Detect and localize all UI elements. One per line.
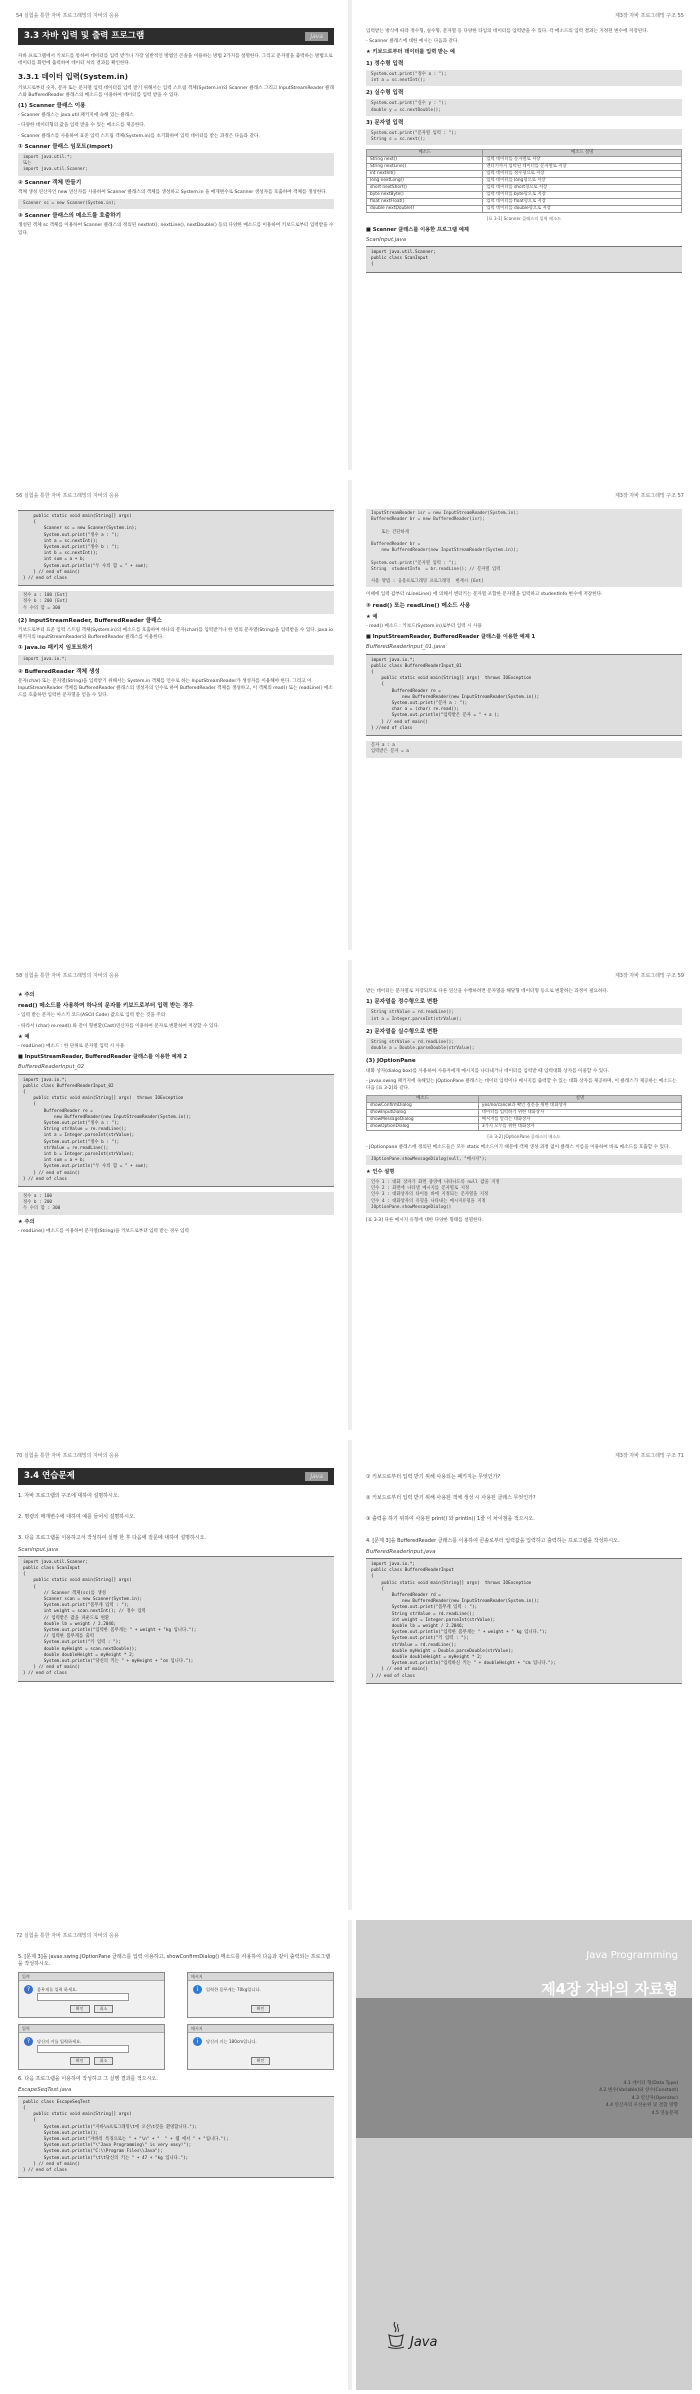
page-header: 54 실험을 통한 자바 프로그래밍의 자바의 응용 — [16, 13, 119, 19]
code-box: System.out.print("정수 a : "); int a = sc.nextInt(); — [366, 70, 682, 86]
input-dialog — [18, 2024, 165, 2070]
bullet: - readLine() 메소드 : 한 단위로 문자열 입력 시 사용 — [18, 1044, 125, 1050]
dialog-title: 메시지 — [188, 2025, 333, 2033]
sub-question: ③ 출력을 하기 위하여 사용된 print() 와 println() 1줄 이 차이점을 적으시오. — [366, 1516, 535, 1523]
page-54 — [8, 0, 344, 470]
bullet: - Scanner 클래스를 사용하여 표준 입력 스트림 객체(System.in)를 초기화하여 입력 데이터를 받는 과정은 다음과 같다. — [18, 133, 260, 139]
table-row — [367, 1103, 682, 1110]
table-cell: 입력 데이터를 byte형으로 저장 — [483, 192, 682, 199]
page-content — [18, 1948, 334, 2382]
exercise: 2. 명령의 매개변수에 대하여 예를 들어서 설명하시오. — [18, 1514, 136, 1521]
result-box: 정수 a : 100 정수 b : 200 두 수의 합 : 300 — [18, 1192, 334, 1215]
chapter-toc — [599, 2080, 678, 2117]
table-row — [367, 1124, 682, 1131]
bullet-text: Scanner 클래스는 java.util 패키지에 속해 있는 클래스 — [21, 113, 134, 119]
warning-heading: ★ 주의 — [18, 992, 35, 998]
cover-subtitle: Java Programming — [586, 1950, 678, 1961]
cover-background — [356, 1920, 692, 2390]
code-listing: import java.io.*; public class BufferedReaderInput_01 { public static void main(String[] args) throws IOException { BufferedReader re = new BufferedReader(new InputStreamReader(System.in)); System.out.print("문자 a : "); char a = (char) re.read(); System.out.println("입력받은 문자 = " + a ); } // end of main() } //end of class — [366, 654, 682, 736]
page-content — [18, 1468, 334, 1902]
page-59 — [356, 960, 692, 1430]
spread-1 — [0, 0, 700, 470]
example-heading: ■ InputStreamReader, BufferedReader 클래스를 이용한 예제 1 — [366, 634, 536, 641]
bullet: - read() 메소드 : 키보드(System.in)로부터 입력 시 사용 — [366, 624, 482, 630]
page-71 — [356, 1440, 692, 1910]
dialog-message: 입력한 몸무게는 70kg입니다. — [206, 1987, 261, 1993]
dialog-buttons — [19, 2057, 164, 2065]
step-heading: ① Scanner 클래스 임포트(import) — [18, 143, 113, 150]
page-58 — [8, 960, 344, 1430]
paragraph: 키보드로부터 표준 입력 스트림 객체(System.in)의 메소드를 호출하여 하나의 문자(char)를 입력받거나 한 번의 문자열(String)을 입력받을 수 있다. java.io 패키지의 InputStreamReader와 BufferedReader 클래스를 이용한다. — [18, 628, 333, 641]
example-heading: ★ 키보드로부터 데이터를 입력 받는 예 — [366, 49, 455, 56]
spread-3 — [0, 960, 700, 1430]
step-heading: 1) 문자열을 정수형으로 변환 — [366, 999, 438, 1006]
heading: (2) InputStreamReader, BufferedReader 클래스 — [18, 617, 162, 624]
result-box: 문자 a : a 입력받은 문자 = a — [366, 741, 682, 757]
table-cell: short nextShort() — [367, 185, 483, 192]
message-dialog — [187, 1972, 334, 2018]
bullet: - JOptionpane 클래스에 정의된 메소드들은 모두 static 메소드이기 때문에 객체 생성 과정 없이 클래스 이름을 이용하여 바로 메소드를 호출할 수 있다. — [366, 1145, 670, 1151]
table-cell: 입력 데이터를 정수형으로 저장 — [483, 171, 682, 178]
table-row — [367, 1110, 682, 1117]
java-tag: Java — [305, 32, 328, 41]
page-content — [18, 988, 334, 1422]
table-header: 메소드 설명 — [483, 150, 682, 157]
code-listing: import java.io.*; public class BufferedReaderInput { public static void main(String[] args) throws IOException { BufferedReader rd = new BufferedReader(new InputStreamReader(System.in)); System.out.print("몸무게 입력 : "); String strValue = rd.readLine(); int weight = Integer.parseInt(strValue); double lb = weight / 2.2046; System.out.println("입력한 몸무게는 " + weight + " kg 입니다."); System.out.print("키 입력 : "); strValue = rd.readLine(); double myHeight = Double.parseDouble(strValue); double doubleHeight = myHeight * 2; System.out.println("입력하신 키는 " + doubleHeight + "cm 입니다."); } // end of main() } // end of class — [366, 1558, 682, 1684]
dialog-title: 메시지 — [188, 1973, 333, 1981]
example-heading: ★ 예 — [18, 1033, 30, 1040]
page-gutter — [348, 0, 352, 470]
exercise: 1. 자바 프로그램의 구조에 대하여 설명하시오. — [18, 1493, 120, 1499]
paragraph: 이때에 입력 값부터 nLineLine() 에 의해서 엔터키는 문자열 포함한 문자열을 입력하고 studentInfo 변수에 저장한다. — [366, 592, 603, 598]
example-heading: ★ 예 — [366, 613, 378, 620]
code-listing: import java.util.Scanner; public class ScanInput { public static void main(String[] args) { // Scanner 객체(sc)를 생성 Scanner scan = new Scanner(System.in); System.out.print("몸무게 입력 : "); int weight = scan.nextInt(); // 정수 입력 // 입력받은 값을 파운드로 변환 double lb = weight / 2.2046; System.out.println("입력한 몸무게는 " + weight + "kg 입니다."); // 입력한 몸무게를 출력 System.out.print("키 입력 : "); double myHeight = scan.nextDouble(); double doubleHeight = myHeight * 2; System.out.println("당신의 키는 " + myHeight + "cm 입니다."); } // end of main() } // end of class — [18, 1556, 334, 1682]
step-heading: 1) 정수형 입력 — [366, 60, 404, 67]
file-name: BufferedReaderInput.java — [366, 1548, 436, 1555]
exercise: 3. 다음 프로그램을 이용하고서 작성하여 실행 한 후 다음에 질문에 대하여 설명하시오. — [18, 1535, 207, 1542]
step-heading: ③ Scanner 클래스의 메소드를 호출하기 — [18, 213, 122, 220]
dialog-buttons — [188, 2005, 333, 2013]
table-cell: double nextDouble() — [367, 206, 483, 213]
table-cell: int nextInt() — [367, 171, 483, 178]
page-header: 제3장 자바 프로그래밍 구조 59 — [614, 973, 684, 979]
section-title: 3.4 연습문제 — [24, 1470, 75, 1481]
table-cell: 3가지 모두를 위한 대화상자 — [478, 1124, 681, 1131]
dialog-message: 당신의 키를 입력하세요. — [37, 2039, 82, 2045]
coffee-cup-icon — [386, 2320, 406, 2350]
step-heading: 2) 문자열을 실수형으로 변환 — [366, 1028, 438, 1035]
section-title-bar — [18, 28, 334, 45]
table-cell: showInputDialog — [367, 1110, 479, 1117]
exercise: 4. [문제 3]을 BufferedReader 클래스를 이용하여 콘솔로부터 입력값을 입력하고 출력하는 프로그램을 작성하시오. — [366, 1537, 620, 1544]
table-header: 메소드 — [367, 150, 483, 157]
code-listing: import java.util.Scanner; public class ScanInput { — [366, 246, 682, 273]
table-caption: [표 3-1] Scanner 클래스의 입력 메소드 — [486, 216, 562, 222]
bullet-text: readLine() 메소드 : 한 단위로 문자열 입력 시 사용 — [21, 1044, 125, 1050]
paragraph: 생성된 객체 sc 객체를 이용하여 Scanner 클래스의 정의된 nextInt(), nextLine(), nextDouble() 등의 다양한 메소드를 이용하여 키보드로부터 입력받을 수 있다. — [18, 223, 334, 236]
table-header: 메소드 — [367, 1096, 479, 1103]
toc-item: 4.3 연산자(Operator) — [631, 2095, 678, 2101]
table-cell: byte nextByte() — [367, 192, 483, 199]
step-heading: ① java.io 패키지 임포트하기 — [18, 645, 93, 652]
code-box: Scanner sc = new Scanner(System.in); — [18, 199, 334, 209]
joptionpane-method-table — [366, 1095, 682, 1131]
bullet-text: javax.swing 패키지에 속해있는 JOptionPane 클래스는 데이터 입력이나 메시지를 출력할 수 있는 대화 상자를 제공하며, 이 클래스가 제공하는 메소드는 다음 [표 3-2]와 같다. — [366, 1078, 677, 1092]
toc-item: 4.4 연산자의 우선순위 및 결합 방향 — [605, 2103, 678, 2109]
step-heading: 3) 문자열 입력 — [366, 119, 404, 126]
dialog-message: 몸무게를 입력 하세요. — [37, 1987, 78, 1993]
page-72 — [8, 1920, 344, 2390]
page-content — [18, 28, 334, 462]
section-title: 3.3 자바 입력 및 출력 프로그램 — [24, 30, 145, 41]
table-cell: yes/no/cancel과 확인 질문을 위한 대화상자 — [478, 1103, 681, 1110]
file-name: EscapeSeqTest.java — [18, 2086, 72, 2093]
code-listing: public static void main(String[] args) { Scanner sc = new Scanner(System.in); System.out.print("정수 a : "); int a = sc.nextInt(); System.out.print("정수 b : "); int b = sc.nextInt(); int sum = a + b; System.out.println("두 수의 합 = " + sum); } // end of main() } // end of class — [18, 510, 334, 586]
message-dialog — [187, 2024, 334, 2070]
page-header: 72 실험을 통한 자바 프로그래밍의 자바의 응용 — [16, 1933, 119, 1939]
code-box: InputStreamReader isr = new InputStreamReader(System.in); BufferedReader br = new BufferedReader(isr); 또는 간단하게 BufferedReader br = new BufferedReader(new InputStreamReader(System.in)); System.out.print("문자열 입력 : "); String studentInfo = br.readLine(); // 문자열 입력 사용 방법 : 응용프로그래밍 프로그래밍 현재시 [Ent] — [366, 509, 682, 587]
warning-heading: ★ 주의 — [18, 1218, 35, 1225]
table-cell: String next() — [367, 157, 483, 164]
page-gutter — [348, 1440, 352, 1910]
dialog-row — [18, 1972, 334, 2018]
spread-2 — [0, 480, 700, 950]
paragraph: 문자(char) 또는 문자열(String)을 입력받기 위해서는 System.in 객체를 인수로 하는 InputStreamReader가 생성자를 이용해야 한다. 그리고 이 InputStreamReader 객체를 BufferedReader 클래스의 생성자의 인수로 하여 BufferedReader 객체를 생성하고, 이 객체의 read() 또는 readLine() 메소드를 호출하면 입력한 문자열을 얻을 수 있다. — [18, 679, 333, 699]
bullet-text: 입력 받는 문자는 아스키 코드(ASCII Code) 값으로 입력 받는 것을 주의 — [21, 1013, 166, 1019]
heading: (3) JOptionPane — [366, 1058, 416, 1065]
table-cell: showMessageDialog — [367, 1117, 479, 1124]
cancel-button[interactable]: 취소 — [94, 2005, 114, 2013]
paragraph: 대화 상자(dialog box)를 사용하여 사용자에게 메시지를 나타내거나 데이터를 입력받 때 입력대화 상자를 이용할 수 있다. — [366, 1068, 610, 1074]
example-heading: ■ Scanner 클래스를 이용한 프로그램 예제 — [366, 226, 469, 233]
page-content — [366, 1468, 682, 1902]
table-cell: String nextLine() — [367, 164, 483, 171]
table-header-row — [367, 1096, 682, 1103]
step-heading: 2) 실수형 입력 — [366, 90, 404, 97]
code-box: System.out.print("실수 y : "); double y = sc.nextDouble(); — [366, 99, 682, 115]
bullet: - readLine() 메소드를 이용하여 문자열(String)을 키보드로부터 입력 받는 경우 입력 — [18, 1228, 189, 1234]
question-icon: ? — [24, 2037, 33, 2046]
page-70 — [8, 1440, 344, 1910]
table-cell: 입력 데이터를 short형으로 저장 — [483, 185, 682, 192]
table-row — [367, 157, 682, 164]
table-row — [367, 171, 682, 178]
paragraph: 받는 데이터는 문자열로 저장되므로 다른 연산을 수행하려면 문자열을 해당형 데이터형 등으로 변환하는 과정이 필요하다. — [366, 989, 609, 994]
info-icon: i — [193, 2037, 202, 2046]
bullet: - Scanner 클래스에 대한 예시는 다음과 같다. — [366, 39, 459, 45]
cancel-button[interactable]: 취소 — [94, 2057, 114, 2065]
page-header: 70 실험을 통한 자바 프로그래밍의 자바의 응용 — [16, 1453, 119, 1459]
dialog-input[interactable] — [37, 2045, 129, 2053]
file-name: BufferedReaderInput_01.java — [366, 644, 446, 651]
bullet: - Scanner 클래스는 java.util 패키지에 속해 있는 클래스 — [18, 113, 134, 119]
toc-item: 4.1 데이터 형(Data Type) — [623, 2081, 678, 2086]
table-cell: 입력 데이터를 문자열로 저장 — [483, 157, 682, 164]
code-box: String strValue = rd.readLine(); double a = Double.parseDouble(strValue); — [366, 1038, 682, 1054]
intro-paragraph: 자바 프로그램에서 키보드를 통하여 데이터를 입력 받거나 가장 일반적인 방법인 콘솔을 이용하는 방법 2가지를 설명한다. 그리고 문자열을 출력하는 방법으로 데이터를 화면에 출력하여 데이터 처리 결과를 확인한다. — [18, 54, 333, 67]
java-tag: Java — [305, 1472, 328, 1481]
table-cell: 엔터키까지 입력된 데이터를 문자열로 저장 — [483, 164, 682, 171]
bullet-text: JOptionpane 클래스에 정의된 메소드들은 모두 static 메소드이기 때문에 객체 생성 과정 없이 클래스 이름을 이용하여 바로 메소드를 호출할 수 있다. — [369, 1145, 670, 1151]
table-header-row — [367, 150, 682, 157]
page-header: 제3장 자바 프로그래밍 구조 55 — [614, 13, 684, 19]
code-box: import java.util.*; 또는 import java.util.Scanner; — [18, 153, 334, 176]
warning-title: read() 메소드를 사용하여 하나의 문자를 키보드로부터 입력 받는 경우 — [18, 1003, 194, 1010]
table-cell: 메시지를 알리는 대화상자 — [478, 1117, 681, 1124]
dialog-input[interactable] — [37, 1993, 129, 2001]
code-box: import java.io.*; — [18, 655, 334, 665]
table-cell: 입력 데이터를 float형으로 저장 — [483, 199, 682, 206]
table-row — [367, 178, 682, 185]
bullet-text: 다양한 데이터형의 값을 입력 받을 수 있는 메소드를 제공한다. — [21, 123, 146, 129]
page-header: 58 실험을 통한 자바 프로그래밍의 자바의 응용 — [16, 973, 119, 979]
table-row — [367, 1117, 682, 1124]
bullet-text: read() 메소드 : 키보드(System.in)로부터 입력 시 사용 — [369, 624, 482, 630]
dialog-buttons — [19, 2005, 164, 2013]
exercise: 6. 다음 프로그램을 이용하여 작성하고 그 실행 결과를 적으시오. — [18, 2076, 158, 2083]
chapter-title: 제4장 자바의 자료형 — [541, 1980, 678, 1998]
table-cell: long nextLong() — [367, 178, 483, 185]
step-heading: ② Scanner 객체 만들기 — [18, 179, 82, 186]
bullet-text: readLine() 메소드를 이용하여 문자열(String)을 키보드로부터 입력 받는 경우 입력 — [21, 1228, 189, 1234]
toc-item: 4.2 변수(Variable)와 상수(Constant) — [599, 2088, 678, 2094]
heading: (1) Scanner 클래스 이용 — [18, 103, 86, 110]
page-content — [366, 28, 682, 462]
code-listing: import java.io.*; public class BufferedReaderInput_02 { public static void main(String[] args) throws IOException { BufferedReader re = new BufferedReader(new InputStreamReader(System.in)); System.out.print("정수 a : "); String strValue = re.readLine(); int a = Integer.parseInt(strValue); System.out.print("정수 b : "); strValue = re.readLine(); int b = Integer.parseInt(strValue); int sum = a + b; System.out.println("두 수의 합 = " + sum); } // end of main() } // end of class — [18, 1074, 334, 1187]
table-row — [367, 164, 682, 171]
table-row — [367, 192, 682, 199]
page-gutter — [348, 960, 352, 1430]
java-logo — [386, 2320, 437, 2350]
ok-button[interactable]: 확인 — [70, 2005, 90, 2013]
sub-question: ② 키보드로부터 입력 받기 위해 사용된 객체 생성 시 사용된 클래스 무엇인가? — [366, 1495, 536, 1502]
bullet-text: 따라서 (char) re.read() 와 같이 형변환(Cast)연산자를 이용하여 문자로 변환하여 저장할 수 있다. — [21, 1023, 220, 1029]
page-content — [18, 508, 334, 942]
dialog-title: 입력 — [19, 2025, 164, 2033]
page-gutter — [348, 1920, 352, 2390]
page-header: 제3장 자바 프로그래밍 구조 57 — [614, 493, 684, 499]
code-box: JOptionPane.showMessageDialog(null, "메시지"); — [366, 1155, 682, 1165]
file-name: ScanInput.java — [18, 1546, 59, 1553]
paragraph: 키보드로부터 숫자, 문자 또는 문자열 입력 데이터를 입력 받기 위해서는 입력 스트림 객체(System.in)와 Scanner 클래스 그리고 InputStreamReader 클래스와 BufferedReader 클래스의 메소드를 이용하여 데이터를 입력 받을 수 있다. — [18, 85, 334, 98]
sub-question: ① 키보드로부터 입력 받기 위해 사용되는 패키지는 무엇인가? — [366, 1474, 501, 1480]
dialog-buttons — [188, 2057, 333, 2065]
page-content — [366, 988, 682, 1422]
question-icon: ? — [24, 1985, 33, 1994]
exercise: 5. [문제 3]을 javax.swing.JOptionPane 클래스를 입력 이용하고, showConfirmDialog() 메소드를 사용하여 다음과 같이 출력되는 프로그램을 작성하시오. — [18, 1954, 331, 1968]
bullet: - 입력 받는 문자는 아스키 코드(ASCII Code) 값으로 입력 받는 것을 주의 — [18, 1013, 166, 1019]
ok-button[interactable]: 확인 — [70, 2057, 90, 2065]
paragraph: 입력받는 방식에 따라 정수형, 실수형, 문자열 등 다양한 타입의 데이터를 입력받을 수 있다. 각 메소드의 입력 결과는 지정된 변수에 저장된다. — [366, 29, 649, 34]
table-cell: 입력 데이터를 double형으로 저장 — [483, 206, 682, 213]
input-dialog — [18, 1972, 165, 2018]
bullet-text: Scanner 클래스를 사용하여 표준 입력 스트림 객체(System.in)를 초기화하여 입력 데이터를 받는 과정은 다음과 같다. — [21, 133, 260, 139]
dialog-row — [18, 2024, 334, 2070]
step-heading: ③ read() 또는 readLine() 메소드 사용 — [366, 602, 471, 609]
page-gutter — [348, 480, 352, 950]
result-box: 정수 a : 100 [Ent] 정수 b : 200 [Ent] 두 수의 합 = 300 — [18, 591, 334, 614]
table-cell: showConfirmDialog — [367, 1103, 479, 1110]
page-header: 56 실험을 통한 자바 프로그래밍의 자바의 응용 — [16, 493, 119, 499]
bullet: - 따라서 (char) re.read() 와 같이 형변환(Cast)연산자를 이용하여 문자로 변환하여 저장할 수 있다. — [18, 1023, 220, 1029]
table-cell: float nextFloat() — [367, 199, 483, 206]
ok-button[interactable]: 확인 — [251, 2005, 271, 2013]
dialog-message: 당신의 키는 180cm입니다. — [206, 2039, 257, 2045]
table-caption: [표 3-2] JOptionPane 클래스의 메소드 — [487, 1134, 561, 1140]
table-cell: 입력 데이터를 long형으로 저장 — [483, 178, 682, 185]
table-header: 설명 — [478, 1096, 681, 1103]
bullet: - javax.swing 패키지에 속해있는 JOptionPane 클래스는 데이터 입력이나 메시지를 출력할 수 있는 대화 상자를 제공하며, 이 클래스가 제공하는 메소드는 다음 [표 3-2]와 같다. — [366, 1078, 677, 1092]
ok-button[interactable]: 확인 — [251, 2057, 271, 2065]
chapter-4-cover — [356, 1920, 692, 2390]
java-logo-text: Java — [410, 2335, 438, 2350]
table-cell: showOptionDialog — [367, 1124, 479, 1131]
args-heading: ★ 인수 설명 — [366, 1168, 395, 1175]
paragraph: 객체 생성 연산자인 new 연산자를 사용하여 Scanner 클래스의 객체를 생성하고 System.in 을 매개변수로 Scanner 생성자를 호출하여 객체를 생성한다. — [18, 189, 328, 195]
step-heading: ② BufferedReader 객체 생성 — [18, 668, 100, 675]
toc-item: 4.5 연습문제 — [651, 2110, 678, 2116]
page-content — [366, 508, 682, 942]
args-box: 인수 1 : 대화 상자가 화면 중앙에 나타나도록 null 값을 지정 인수 2 : 화면에 나타낼 메시지를 문자열로 지정 인수 3 : 대화상자의 타이틀 바에 지정되는 문자열을 지정 인수 4 : 대화상자의 유형을 나타내는 메시지유형을 지정 JOptionPane.showMessageDialog() — [366, 1178, 682, 1213]
bullet: - 다양한 데이터형의 값을 입력 받을 수 있는 메소드를 제공한다. — [18, 123, 146, 129]
file-name: ScanInput.java — [366, 236, 407, 243]
code-box: System.out.print("문자열 입력 : "); String s = sc.next(); — [366, 129, 682, 145]
table-row — [367, 199, 682, 206]
spread-4 — [0, 1440, 700, 1910]
dialog-title: 입력 — [19, 1973, 164, 1981]
table-row — [367, 206, 682, 213]
bullet-text: Scanner 클래스에 대한 예시는 다음과 같다. — [369, 39, 459, 45]
page-57 — [356, 480, 692, 950]
info-icon: i — [193, 1985, 202, 1994]
table-cell: 데이터를 입력하기 위한 대화상자 — [478, 1110, 681, 1117]
page-header: 제3장 자바 프로그래밍 구조 71 — [614, 1453, 684, 1459]
page-56 — [8, 480, 344, 950]
section-title-bar — [18, 1468, 334, 1485]
table-row — [367, 185, 682, 192]
code-listing: public class EscapeSeqTest { public static void main(String[] args) { System.out.println("자바\n프로그래밍\t에 오신\t것을 환영합니다."); System.out.println(); System.out.print("자바의 특징으로는 " + "\n" + " " + 웹 에서 " + "입니다."); System.out.println("\"Java Programming\" is very easy!"); System.out.println("C:\\Program Files\\Java"); System.out.println("\t\t당신의 키는 " + 47 + "kg 입니다."); } // end of main() } // end of class — [18, 2096, 334, 2178]
example-heading: ■ InputStreamReader, BufferedReader 클래스를 이용한 예제 2 — [18, 1054, 188, 1061]
scanner-method-table — [366, 149, 682, 213]
paragraph: [표 3-3] 다른 메시지 유형에 대한 다양한 형태를 설명한다. — [366, 1218, 484, 1224]
spread-5 — [0, 1920, 700, 2390]
page-55 — [356, 0, 692, 470]
file-name: BufferedReaderInput_02 — [18, 1064, 85, 1071]
code-box: String strValue = rd.readLine(); int a = Integer.parseInt(strValue); — [366, 1008, 682, 1024]
subsection-title: 3.3.1 데이터 입력(System.in) — [18, 72, 129, 82]
